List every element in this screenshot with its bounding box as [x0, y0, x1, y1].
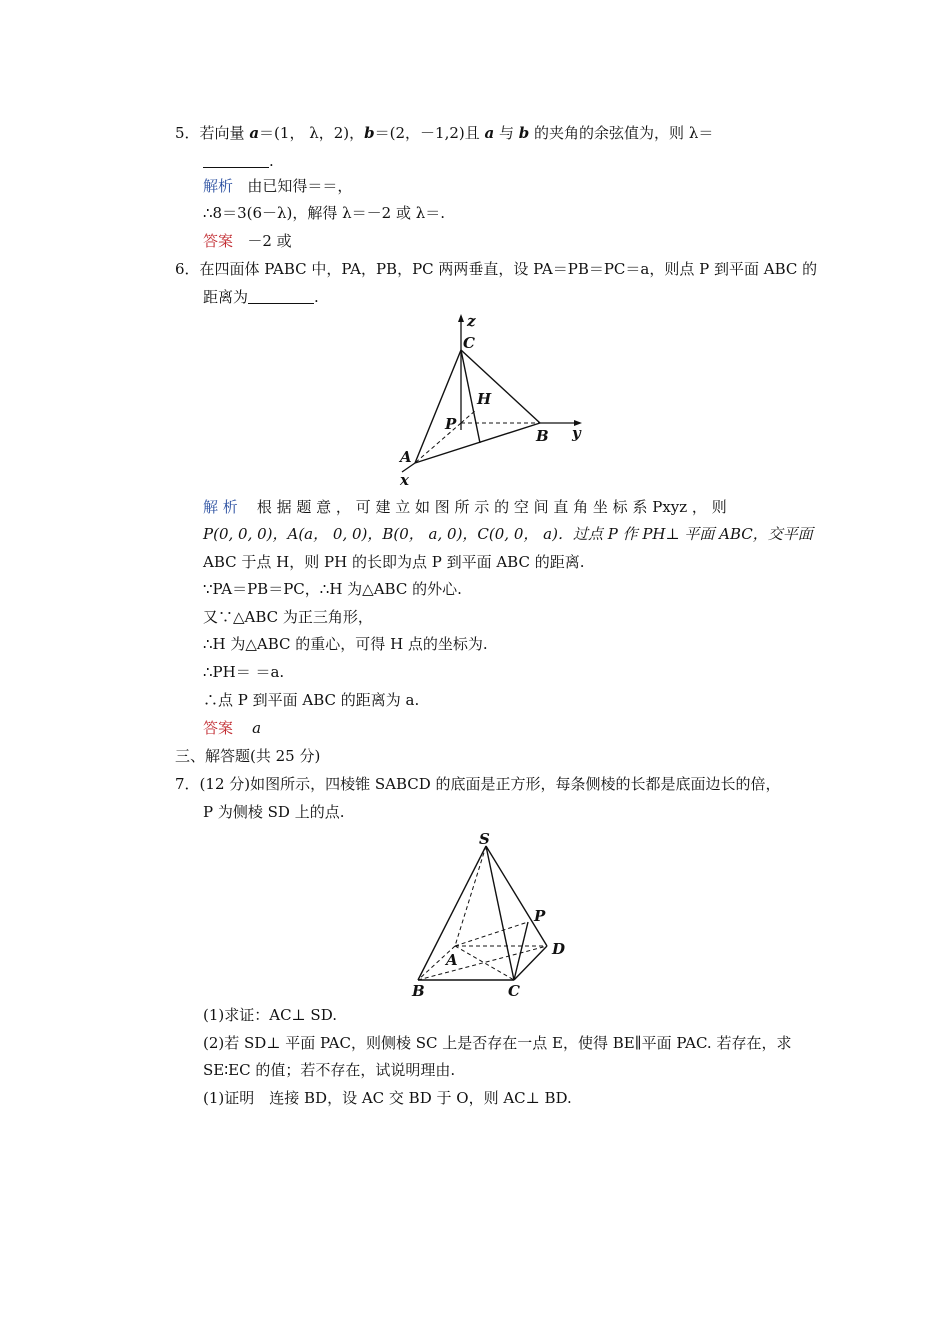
q5-stem-line1: 5．若向量 a＝(1， λ，2)，b＝(2，－1,2)且 a 与 b 的夹角的余弦值为，则 λ＝	[175, 124, 714, 142]
answer-blank	[203, 153, 269, 168]
label-C: C	[508, 982, 520, 1000]
analysis-label: 解 析	[203, 498, 238, 516]
q6-step1: ∵PA＝PB＝PC，∴H 为△ABC 的外心.	[203, 580, 462, 598]
label-B: B	[536, 427, 549, 445]
q6-coords: P(0, 0, 0)，A(a， 0, 0)，B(0， a, 0)，C(0, 0， a)．过点 P 作 PH⊥ 平面 ABC，交平面	[203, 525, 813, 543]
q6-step5: ∴点 P 到平面 ABC 的距离为 a.	[203, 691, 420, 709]
label-H: H	[477, 390, 492, 408]
label-S: S	[479, 830, 490, 848]
q6-answer: 答案 a	[203, 719, 262, 737]
q6-stem-line1: 6．在四面体 PABC 中，PA，PB，PC 两两垂直，设 PA＝PB＝PC＝a，则点 P 到平面 ABC 的	[175, 260, 818, 278]
q7-proof: (1)证明 连接 BD，设 AC 交 BD 于 O，则 AC⊥ BD.	[203, 1089, 572, 1107]
q7-part2-line1: (2)若 SD⊥ 平面 PAC，则侧棱 SC 上是否存在一点 E，使得 BE∥平面 PAC. 若存在，求	[203, 1034, 792, 1052]
q6-step4: ∴PH＝ ＝a.	[203, 663, 285, 681]
pyramid-figure	[400, 826, 580, 1001]
label-D: D	[552, 940, 566, 958]
label-A: A	[446, 951, 458, 969]
q5-step: ∴8＝3(6－λ)，解得 λ＝－2 或 λ＝.	[203, 204, 446, 222]
label-C: C	[463, 334, 475, 352]
answer-label: 答案	[203, 719, 234, 737]
label-A: A	[400, 448, 412, 466]
q7-stem-line1: 7．(12 分)如图所示，四棱锥 SABCD 的底面是正方形，每条侧棱的长都是底面边长的倍，	[175, 775, 781, 793]
label-x: x	[400, 471, 409, 489]
label-P: P	[445, 415, 457, 433]
q5-stem-line2: .	[203, 150, 274, 172]
label-B: B	[412, 982, 425, 1000]
q6-step3: ∴H 为△ABC 的重心，可得 H 点的坐标为.	[203, 635, 488, 653]
answer-blank	[248, 289, 314, 304]
label-y: y	[572, 424, 581, 442]
q6-line-abc: ABC 于点 H，则 PH 的长即为点 P 到平面 ABC 的距离.	[203, 553, 585, 571]
label-z: z	[467, 312, 476, 330]
q5-answer: 答案 －2 或	[203, 232, 292, 250]
q6-analysis: 解 析 根 据 题 意 ， 可 建 立 如 图 所 示 的 空 间 直 角 坐 标 系 Pxyz ， 则	[203, 498, 727, 516]
q7-stem-line2: P 为侧棱 SD 上的点.	[203, 803, 345, 821]
q7-part2-line2: SE∶EC 的值；若不存在，试说明理由.	[203, 1061, 456, 1079]
section-title: 三、解答题(共 25 分)	[175, 747, 321, 765]
analysis-label: 解析	[203, 177, 234, 195]
q7-part1: (1)求证：AC⊥ SD.	[203, 1006, 337, 1024]
q5-analysis: 解析 由已知得＝＝，	[203, 177, 353, 195]
q6-stem-line2: 距离为 .	[203, 288, 319, 306]
answer-label: 答案	[203, 232, 234, 250]
tetrahedron-figure	[390, 310, 590, 490]
label-P: P	[534, 907, 546, 925]
q6-step2: 又∵△ABC 为正三角形，	[203, 608, 373, 626]
